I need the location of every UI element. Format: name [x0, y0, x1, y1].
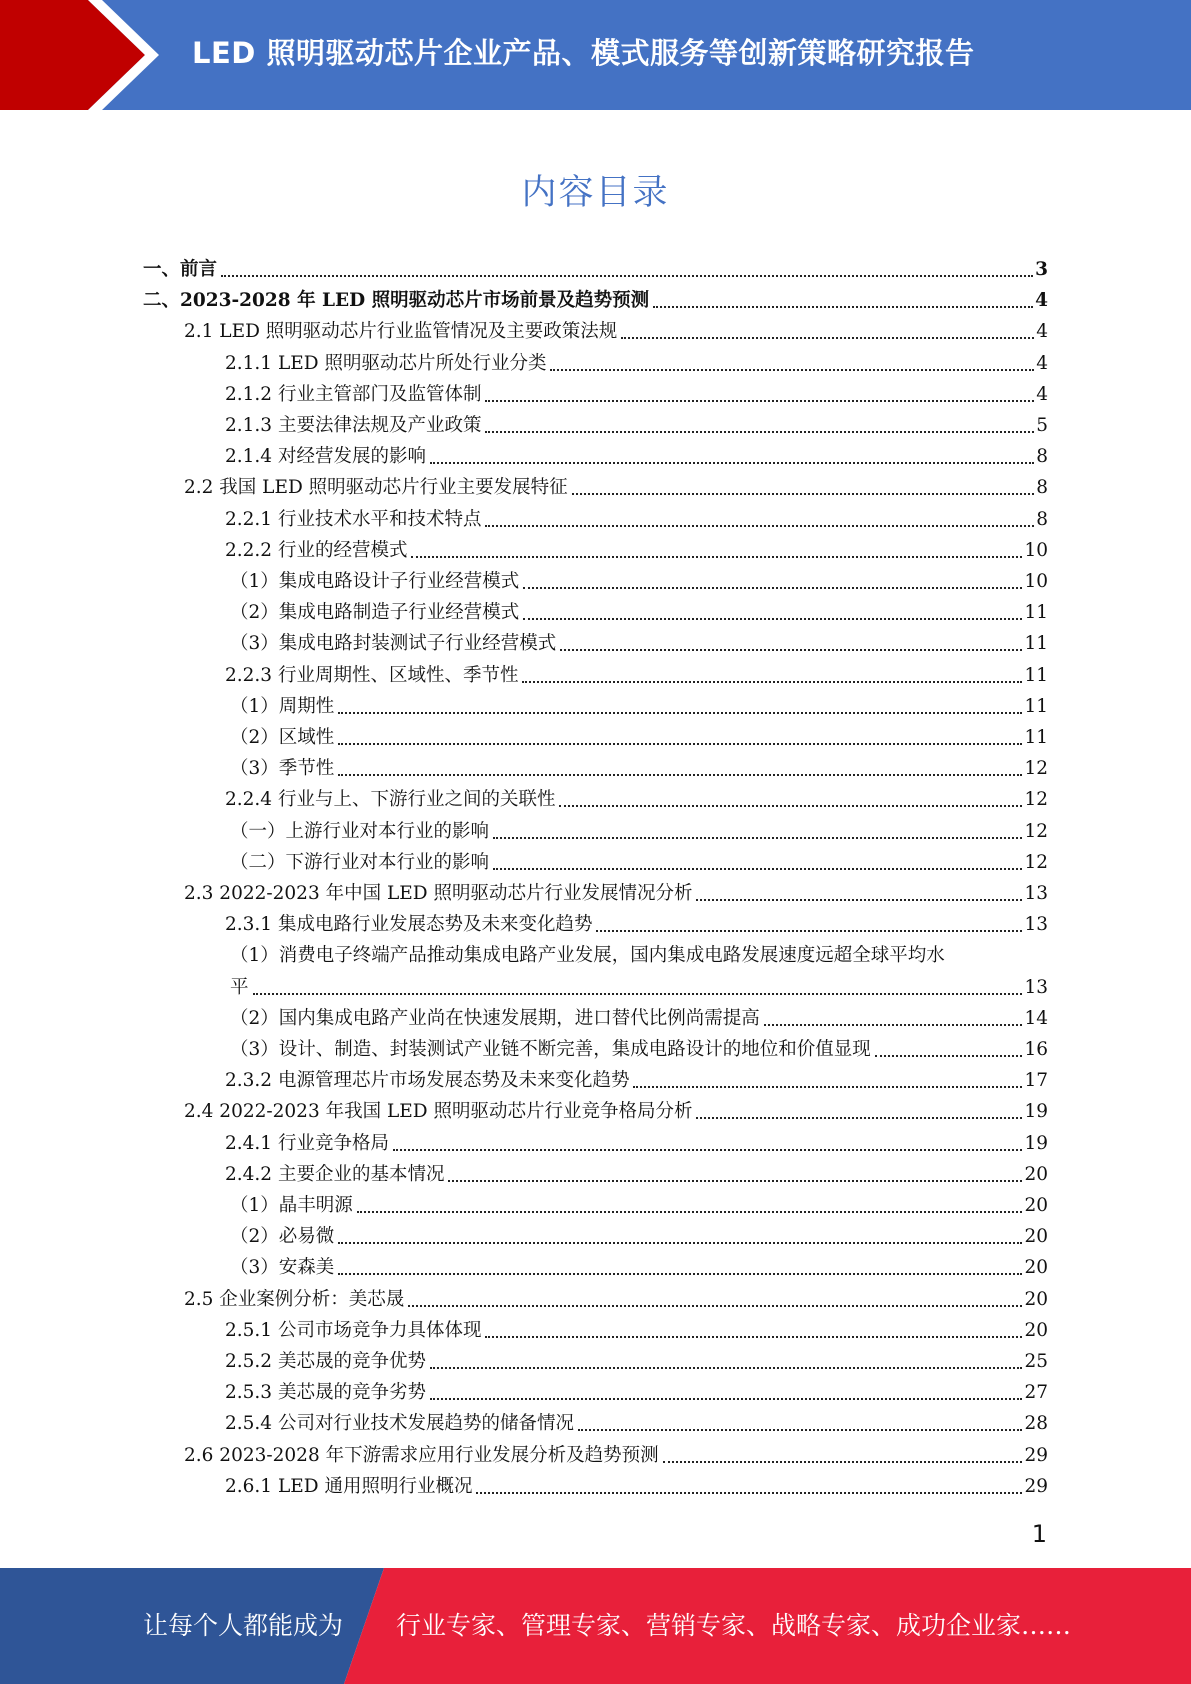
- toc-entry-title: 2.3 2022-2023 年中国 LED 照明驱动芯片行业发展情况分析: [184, 883, 693, 904]
- toc-entry[interactable]: [230, 566, 1048, 597]
- toc-entry-page: 8: [1036, 508, 1048, 530]
- toc-entry[interactable]: [225, 1128, 1048, 1159]
- toc-entry-title: （1）消费电子终端产品推动集成电路产业发展，国内集成电路发展速度远超全球平均水: [230, 945, 945, 967]
- toc-entry-page: 11: [1024, 727, 1048, 748]
- toc-entry-title: （2）国内集成电路产业尚在快速发展期，进口替代比例尚需提高: [230, 1007, 760, 1029]
- toc-leader-dots: [578, 1429, 1022, 1431]
- toc-entry-title: （3）集成电路封装测试子行业经营模式: [230, 633, 557, 655]
- toc-entry-title: 2.4.2 主要企业的基本情况: [225, 1163, 445, 1185]
- toc-entry-title: 2.2.2 行业的经营模式: [225, 539, 408, 561]
- toc-leader-dots: [523, 618, 1022, 620]
- toc-leader-dots: [764, 1024, 1023, 1026]
- toc-entry-page: 20: [1024, 1163, 1048, 1185]
- toc-entry-page: 25: [1024, 1351, 1048, 1372]
- toc-leader-dots: [522, 681, 1022, 683]
- toc-entry-title: 2.2.1 行业技术水平和技术特点: [225, 508, 482, 530]
- toc-entry-page: 3: [1035, 259, 1048, 280]
- toc-entry-page: 11: [1024, 664, 1048, 686]
- toc-entry-title: （3）安森美: [230, 1257, 335, 1279]
- toc-entry[interactable]: [225, 1377, 1048, 1408]
- toc-entry[interactable]: [143, 254, 1048, 285]
- toc-entry[interactable]: [230, 1221, 1048, 1252]
- toc-entry-title: 2.1.4 对经营发展的影响: [225, 446, 426, 468]
- toc-heading: 内容目录: [521, 173, 670, 213]
- toc-leader-dots: [633, 1086, 1022, 1088]
- toc-entry-title: 2.5.4 公司对行业技术发展趋势的储备情况: [225, 1413, 574, 1435]
- toc-entry[interactable]: [225, 660, 1048, 691]
- toc-leader-dots: [485, 525, 1034, 527]
- toc-entry[interactable]: [225, 1065, 1048, 1096]
- toc-entry-page: 20: [1024, 1288, 1048, 1310]
- toc-entry-page: 28: [1024, 1413, 1048, 1435]
- toc-entry[interactable]: [225, 909, 1048, 940]
- toc-entry-page: 13: [1024, 914, 1048, 936]
- toc-entry-title: （二）下游行业对本行业的影响: [230, 851, 490, 873]
- toc-entry-title: （2）必易微: [230, 1226, 335, 1248]
- toc-leader-dots: [357, 1211, 1023, 1213]
- toc-entry[interactable]: [230, 722, 1048, 753]
- toc-entry-title: 2.2.4 行业与上、下游行业之间的关联性: [225, 789, 556, 811]
- toc-entry-title: （2）区域性: [230, 727, 335, 748]
- toc-entry-page: 16: [1024, 1039, 1048, 1060]
- toc-entry-page: 13: [1024, 883, 1048, 904]
- toc-entry[interactable]: [225, 784, 1048, 815]
- toc-entry-page: 19: [1024, 1101, 1048, 1123]
- toc-leader-dots: [621, 337, 1034, 339]
- toc-leader-dots: [596, 930, 1022, 932]
- toc-entry[interactable]: [184, 1284, 1048, 1315]
- toc-entry-page: 11: [1024, 695, 1048, 717]
- toc-entry-title: 二、2023-2028 年 LED 照明驱动芯片市场前景及趋势预测: [143, 290, 650, 312]
- toc-leader-dots: [485, 431, 1034, 433]
- toc-entry-page: 4: [1036, 383, 1048, 405]
- footer-slogan-left: 让每个人都能成为: [143, 1611, 344, 1640]
- toc-entry-title: 2.1.1 LED 照明驱动芯片所处行业分类: [225, 352, 547, 374]
- toc-leader-dots: [408, 1305, 1022, 1307]
- toc-entry-title: 2.2.3 行业周期性、区域性、季节性: [225, 664, 519, 686]
- toc-entry-title: 2.2 我国 LED 照明驱动芯片行业主要发展特征: [184, 477, 568, 499]
- toc-entry-page: 10: [1024, 539, 1048, 561]
- toc-entry-page: 8: [1036, 477, 1048, 499]
- toc-entry[interactable]: [230, 1252, 1048, 1283]
- toc-entry-title: （1）晶丰明源: [230, 1195, 353, 1216]
- footer-slogan-right: 行业专家、管理专家、营销专家、战略专家、成功企业家……: [396, 1611, 1072, 1640]
- toc-entry-page: 29: [1024, 1444, 1048, 1466]
- toc-entry[interactable]: [230, 1034, 1048, 1065]
- toc-entry[interactable]: [143, 285, 1048, 316]
- toc-entry-title: 2.5 企业案例分析：美芯晟: [184, 1288, 405, 1310]
- toc-entry-page: 12: [1024, 820, 1048, 842]
- toc-entry-title: 2.5.1 公司市场竞争力具体体现: [225, 1319, 482, 1341]
- toc-entry[interactable]: [225, 504, 1048, 535]
- toc-leader-dots: [221, 275, 1033, 277]
- toc-entry-page: 10: [1024, 571, 1048, 592]
- toc-leader-dots: [493, 837, 1022, 839]
- toc-leader-dots: [253, 993, 1023, 995]
- toc-leader-dots: [338, 1242, 1022, 1244]
- toc-entry-page: 4: [1035, 290, 1048, 312]
- toc-entry[interactable]: [225, 535, 1048, 566]
- toc-entry-title: （3）设计、制造、封装测试产业链不断完善，集成电路设计的地位和价值显现: [230, 1039, 871, 1060]
- toc-entry[interactable]: [230, 597, 1048, 628]
- toc-entry-title: 2.3.1 集成电路行业发展态势及未来变化趋势: [225, 914, 593, 936]
- toc-entry[interactable]: [230, 1003, 1048, 1034]
- page-number: 1: [1031, 1520, 1047, 1548]
- toc-leader-dots: [430, 1398, 1022, 1400]
- toc-entry-title: 平: [230, 976, 249, 998]
- toc-entry-title: 2.4 2022-2023 年我国 LED 照明驱动芯片行业竞争格局分析: [184, 1101, 693, 1123]
- toc-entry-page: 20: [1024, 1257, 1048, 1279]
- toc-entry-title: 2.1 LED 照明驱动芯片行业监管情况及主要政策法规: [184, 321, 618, 343]
- toc-entry-title: 2.6.1 LED 通用照明行业概况: [225, 1475, 473, 1497]
- toc-entry-title: （3）季节性: [230, 758, 335, 780]
- toc-entry[interactable]: [225, 441, 1048, 472]
- toc-leader-dots: [663, 1461, 1023, 1463]
- report-title: LED 照明驱动芯片企业产品、模式服务等创新策略研究报告: [192, 36, 975, 70]
- toc-leader-dots: [430, 462, 1034, 464]
- toc-entry[interactable]: [184, 316, 1048, 347]
- toc-entry-title: 2.1.3 主要法律法规及产业政策: [225, 415, 482, 436]
- toc-leader-dots: [476, 1492, 1022, 1494]
- toc-entry-page: 12: [1024, 758, 1048, 780]
- toc-entry-title: 2.3.2 电源管理芯片市场发展态势及未来变化趋势: [225, 1070, 630, 1092]
- toc-entry-page: 17: [1024, 1070, 1048, 1092]
- toc-entry[interactable]: [225, 1346, 1048, 1377]
- toc-leader-dots: [696, 899, 1022, 901]
- toc-leader-dots: [448, 1180, 1022, 1182]
- toc-entry-page: 11: [1024, 633, 1048, 655]
- toc-entry[interactable]: [184, 472, 1048, 503]
- toc-leader-dots: [393, 1149, 1022, 1151]
- toc-leader-dots: [485, 1336, 1022, 1338]
- toc-entry-page: 4: [1036, 321, 1048, 343]
- toc-entry-page: 12: [1024, 851, 1048, 873]
- toc-leader-dots: [875, 1055, 1023, 1057]
- toc-entry-page: 19: [1024, 1132, 1048, 1154]
- toc-entry[interactable]: [225, 410, 1048, 441]
- toc-entry[interactable]: [230, 972, 1048, 1003]
- toc-entry-page: 20: [1024, 1319, 1048, 1341]
- toc-leader-dots: [696, 1117, 1022, 1119]
- toc-leader-dots: [338, 712, 1022, 714]
- footer-banner: [0, 1568, 1191, 1684]
- toc-entry-page: 27: [1024, 1382, 1048, 1404]
- toc-entry-page: 14: [1024, 1007, 1048, 1029]
- toc-entry[interactable]: [230, 847, 1048, 878]
- toc-entry[interactable]: [230, 1190, 1048, 1221]
- toc-leader-dots: [338, 1273, 1022, 1275]
- toc-leader-dots: [560, 649, 1022, 651]
- toc-entry-page: 12: [1024, 789, 1048, 811]
- toc-entry[interactable]: [225, 1315, 1048, 1346]
- toc-entry[interactable]: [230, 691, 1048, 722]
- toc-entry-title: 2.1.2 行业主管部门及监管体制: [225, 383, 482, 405]
- toc-entry-page: 20: [1024, 1226, 1048, 1248]
- toc-entry-title: 2.5.2 美芯晟的竞争优势: [225, 1351, 426, 1372]
- toc-leader-dots: [338, 774, 1022, 776]
- toc-entry-page: 5: [1036, 415, 1048, 436]
- toc-entry-title: （2）集成电路制造子行业经营模式: [230, 602, 520, 624]
- toc-entry-title: 2.6 2023-2028 年下游需求应用行业发展分析及趋势预测: [184, 1444, 659, 1466]
- toc-entry-title: 2.4.1 行业竞争格局: [225, 1132, 389, 1154]
- toc-entry[interactable]: [184, 1096, 1048, 1127]
- toc-entry-title: 2.5.3 美芯晟的竞争劣势: [225, 1382, 426, 1404]
- toc-entry[interactable]: [225, 1471, 1048, 1502]
- toc-entry[interactable]: [184, 878, 1048, 909]
- toc-entry-title: （一）上游行业对本行业的影响: [230, 820, 490, 842]
- toc-entry-title: （1）集成电路设计子行业经营模式: [230, 571, 520, 592]
- toc-entry[interactable]: [230, 753, 1048, 784]
- toc-entry[interactable]: [225, 1159, 1048, 1190]
- toc-entry-page: 13: [1024, 976, 1048, 998]
- toc-entry[interactable]: [230, 816, 1048, 847]
- toc-entry-page: 11: [1024, 602, 1048, 624]
- toc-leader-dots: [338, 743, 1022, 745]
- toc-leader-dots: [523, 587, 1022, 589]
- toc-entry-title: 一、前言: [143, 259, 218, 280]
- toc-leader-dots: [485, 400, 1034, 402]
- toc-leader-dots: [550, 369, 1034, 371]
- toc-entry-page: 4: [1036, 352, 1048, 374]
- toc-leader-dots: [493, 868, 1022, 870]
- toc-entry-title: （1）周期性: [230, 695, 335, 717]
- header-banner: [0, 0, 1191, 110]
- toc-entry[interactable]: [184, 1440, 1048, 1471]
- toc-leader-dots: [559, 805, 1022, 807]
- toc-entry[interactable]: [230, 628, 1048, 659]
- toc-leader-dots: [653, 306, 1033, 308]
- toc-entry[interactable]: [230, 940, 945, 971]
- toc-entry[interactable]: [225, 1408, 1048, 1439]
- toc-entry[interactable]: [225, 379, 1048, 410]
- toc-leader-dots: [411, 556, 1022, 558]
- toc-entry-page: 8: [1036, 446, 1048, 468]
- toc-leader-dots: [430, 1367, 1022, 1369]
- toc-entry[interactable]: [225, 348, 1048, 379]
- toc-leader-dots: [572, 493, 1035, 495]
- toc-entry-page: 29: [1024, 1475, 1048, 1497]
- toc-entry-page: 20: [1024, 1195, 1048, 1216]
